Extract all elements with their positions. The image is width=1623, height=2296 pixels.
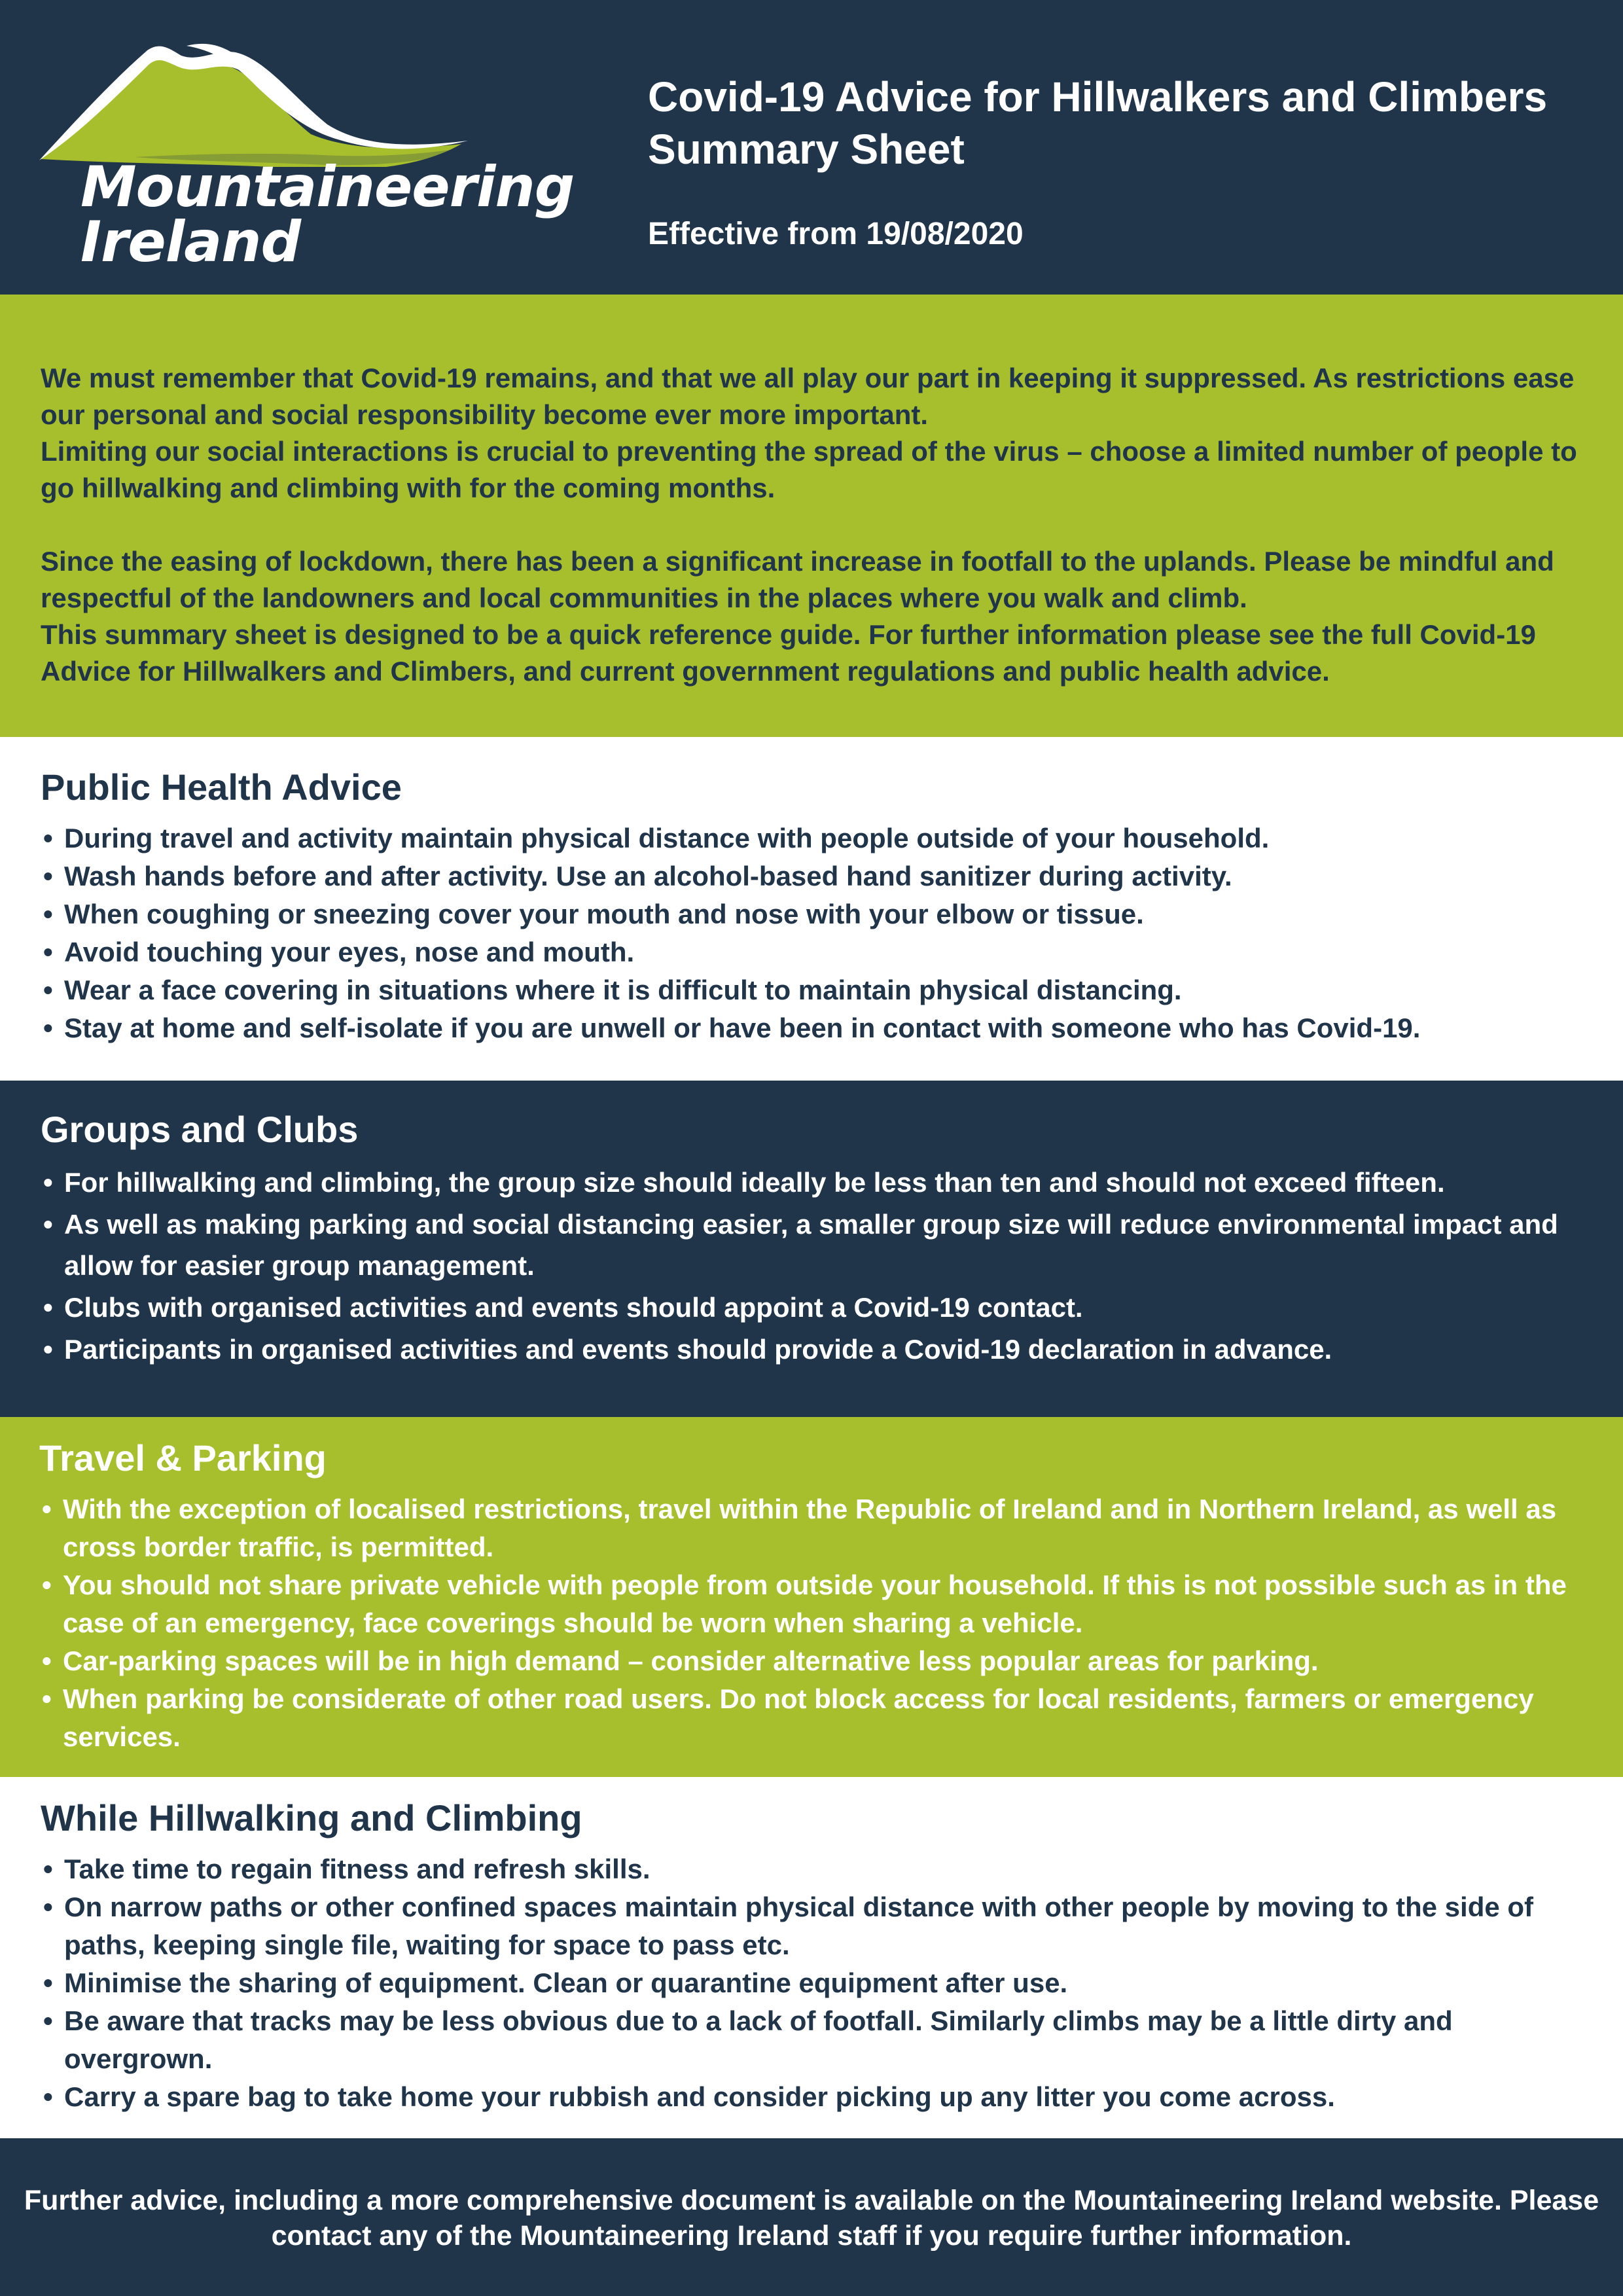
- section-heading: Public Health Advice: [41, 766, 402, 808]
- intro-paragraph: Limiting our social interactions is crucial to preventing the spread of the virus – choose a limited number of people to go hillwalking and climbing with for the coming months.: [41, 436, 1577, 503]
- bullet-list: [38, 819, 1585, 1047]
- section-heading: While Hillwalking and Climbing: [41, 1797, 582, 1839]
- bullet-list: [37, 1490, 1586, 1756]
- intro-section: [0, 295, 1623, 737]
- travel-parking-section: [0, 1417, 1623, 1777]
- public-health-section: [0, 737, 1623, 1081]
- list-item: • Wash hands before and after activity. Use an alcohol-based hand sanitizer during activity.: [38, 857, 1585, 895]
- list-item: • Wear a face covering in situations where it is difficult to maintain physical distancing.: [38, 971, 1585, 1009]
- list-item: • Avoid touching your eyes, nose and mouth.: [38, 933, 1585, 971]
- mountaineering-ireland-logo: [36, 36, 575, 275]
- list-item: • Clubs with organised activities and events should appoint a Covid-19 contact.: [38, 1287, 1585, 1328]
- list-item: • Participants in organised activities and events should provide a Covid-19 declaration in advance.: [38, 1329, 1585, 1370]
- header-banner: [0, 0, 1623, 295]
- intro-paragraph: We must remember that Covid-19 remains, and that we all play our part in keeping it suppressed. As restrictions ease our personal and social responsibility become ever more important.: [41, 363, 1575, 430]
- list-item: • Stay at home and self-isolate if you are unwell or have been in contact with someone who has Covid-19.: [38, 1009, 1585, 1047]
- title-line-1: Covid-19 Advice for Hillwalkers and Climbers: [648, 73, 1548, 120]
- list-item: • You should not share private vehicle with people from outside your household. If this is not possible such as in the case of an emergency, face coverings should be worn when sharing a vehicle.: [37, 1566, 1586, 1642]
- list-item: • Take time to regain fitness and refresh skills.: [38, 1850, 1585, 1888]
- list-item: • When coughing or sneezing cover your mouth and nose with your elbow or tissue.: [38, 895, 1585, 933]
- page-title: [648, 71, 1547, 175]
- list-item: • When parking be considerate of other road users. Do not block access for local residents, farmers or emergency services.: [37, 1680, 1586, 1756]
- intro-paragraph: Since the easing of lockdown, there has been a significant increase in footfall to the uplands. Please be mindful and respectful of the landowners and local communities in the places where you walk and climb.: [41, 546, 1554, 613]
- title-line-2: Summary Sheet: [648, 126, 965, 173]
- logo-wordmark-line2: Ireland: [80, 209, 301, 275]
- list-item: • For hillwalking and climbing, the group size should ideally be less than ten and should not exceed fifteen.: [38, 1162, 1585, 1203]
- hillwalking-climbing-section: [0, 1777, 1623, 2138]
- list-item: • On narrow paths or other confined spaces maintain physical distance with other people by moving to the side of paths, keeping single file, waiting for space to pass etc.: [38, 1888, 1585, 1964]
- effective-date: Effective from 19/08/2020: [648, 217, 1024, 251]
- groups-clubs-section: [0, 1081, 1623, 1417]
- bullet-list: [38, 1162, 1585, 1370]
- list-item: • Be aware that tracks may be less obvious due to a lack of footfall. Similarly climbs may be a little dirty and overgrown.: [38, 2002, 1585, 2078]
- list-item: • As well as making parking and social distancing easier, a smaller group size will reduce environmental impact and allow for easier group management.: [38, 1204, 1585, 1286]
- intro-paragraph: This summary sheet is designed to be a quick reference guide. For further information please see the full Covid-19 Advice for Hillwalkers and Climbers, and current government regulations and public health advice.: [41, 619, 1536, 687]
- list-item: • With the exception of localised restrictions, travel within the Republic of Ireland and in Northern Ireland, as well as cross border traffic, is permitted.: [37, 1490, 1586, 1566]
- footer-text: Further advice, including a more comprehensive document is available on the Mountaineering Ireland website. Please contact any of the Mountaineering Ireland staff if you require further information.: [24, 2185, 1599, 2251]
- list-item: • Carry a spare bag to take home your rubbish and consider picking up any litter you come across.: [38, 2078, 1585, 2116]
- bullet-list: [38, 1850, 1585, 2116]
- footer: [0, 2138, 1623, 2296]
- list-item: • Car-parking spaces will be in high demand – consider alternative less popular areas for parking.: [37, 1642, 1586, 1680]
- section-heading: Groups and Clubs: [41, 1109, 359, 1150]
- mountain-logo-icon: [36, 36, 481, 167]
- list-item: • During travel and activity maintain physical distance with people outside of your household.: [38, 819, 1585, 857]
- section-heading: Travel & Parking: [39, 1437, 327, 1479]
- list-item: • Minimise the sharing of equipment. Clean or quarantine equipment after use.: [38, 1964, 1585, 2002]
- logo-wordmark-line1: Mountaineering: [80, 154, 575, 220]
